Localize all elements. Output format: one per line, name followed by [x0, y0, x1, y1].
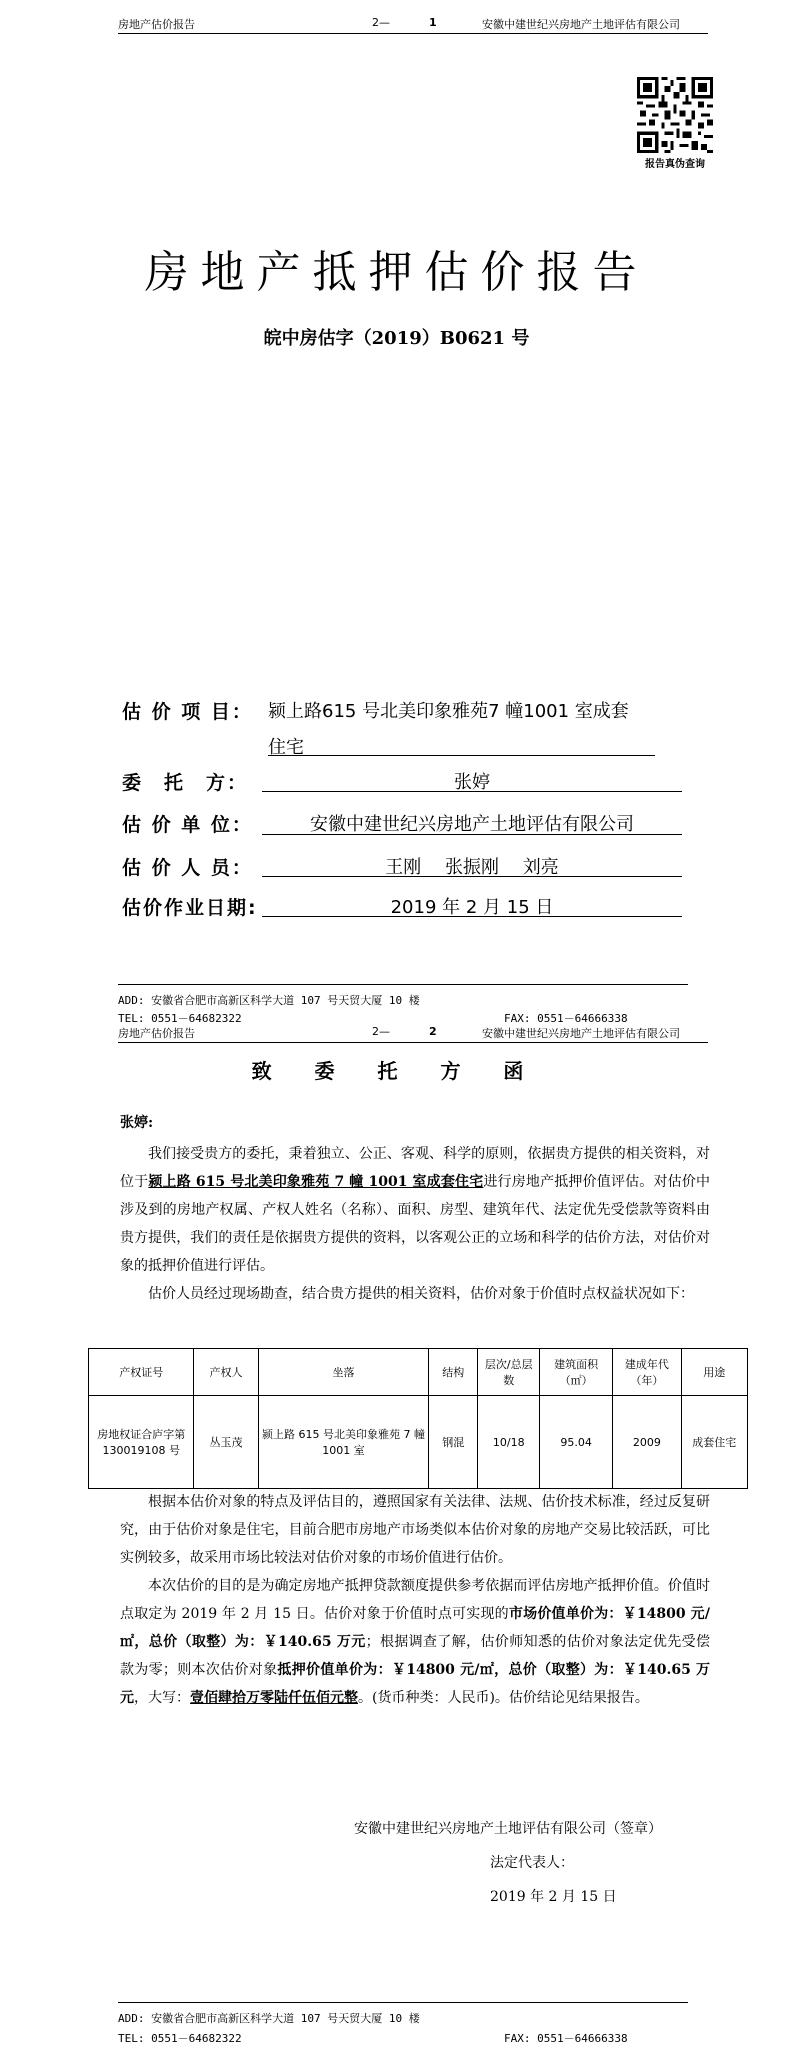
para4-text-c: ；根据调查了解，估价师知悉的估价对象法定优先受偿款为零；则本次估价对象: [120, 1634, 710, 1678]
staff-underline: [262, 876, 682, 877]
table-cell: 2009: [613, 1396, 682, 1489]
letter-paragraph-2: 估价人员经过现场勘查，结合贵方提供的相关资料，估价对象于价值时点权益状况如下：: [148, 1286, 694, 1302]
unit-label: 估 价 单 位：: [122, 814, 253, 836]
para4-market-value: 市场价值单价为：￥14800 元/㎡，总价（取整）为：￥140.65 万元: [120, 1606, 710, 1650]
signature-company: 安徽中建世纪兴房地产土地评估有限公司（签章）: [354, 1821, 662, 1837]
client-value: 张婷: [454, 772, 490, 793]
page2-header-page-no: 2: [429, 1025, 437, 1038]
date-underline: [262, 916, 682, 917]
page1-footer-tel: TEL: 0551－64682322: [118, 1012, 242, 1025]
para1-text-a: 我们接受贵方的委托，秉着独立、公正、客观、科学的原则，依据贵方提供的相关资料，对位于: [120, 1146, 710, 1190]
qr-caption: 报告真伪查询: [645, 159, 705, 170]
page2-header-right: 安徽中建世纪兴房地产土地评估有限公司: [482, 1027, 680, 1040]
letter-paragraph-1: [120, 1140, 710, 1280]
table-cell: 钢混: [429, 1396, 478, 1489]
table-cell: 95.04: [540, 1396, 613, 1489]
project-value-line2: 住宅: [268, 737, 304, 758]
client-underline: [262, 791, 682, 792]
table-cell: 房地权证合庐字第130019108 号: [89, 1396, 194, 1489]
table-header-cell: 产权证号: [89, 1349, 194, 1396]
unit-underline: [262, 834, 682, 835]
table-cell: 颍上路 615 号北美印象雅苑 7 幢 1001 室: [258, 1396, 429, 1489]
staff-value: 王刚 张振刚 刘亮: [385, 857, 559, 878]
table-header-cell: 建成年代（年）: [613, 1349, 682, 1396]
table-cell: 10/18: [478, 1396, 540, 1489]
page1-header-right: 安徽中建世纪兴房地产土地评估有限公司: [482, 18, 680, 31]
table-header-cell: 坐落: [258, 1349, 429, 1396]
table-header-cell: 结构: [429, 1349, 478, 1396]
letter-title: 致 委 托 方 函: [251, 1059, 542, 1083]
property-table: [88, 1348, 748, 1489]
para1-text-c: 进行房地产抵押价值评估。对估价中涉及到的房地产权属、产权人姓名（名称）、面积、房型、建筑年代、法定优先受偿款等资料由贵方提供，我们的责任是依据贵方提供的资料，以客观公正的立场和科学的估价方法，对估价对象的抵押价值进行评估。: [120, 1174, 710, 1274]
report-title: 房地产抵押估价报告: [144, 247, 649, 298]
table-cell: 成套住宅: [681, 1396, 747, 1489]
page1-footer-address: ADD: 安徽省合肥市高新区科学大道 107 号天贸大厦 10 楼: [118, 994, 420, 1007]
page1-header-page-no: 1: [429, 16, 437, 29]
table-header-cell: 用途: [681, 1349, 747, 1396]
page2-header-left: 房地产估价报告: [118, 1027, 195, 1040]
page1-footer-rule: [118, 984, 688, 985]
project-underline: [268, 755, 655, 756]
page1-header-left: 房地产估价报告: [118, 18, 195, 31]
table-row: [89, 1396, 748, 1489]
para4-text-a: 本次估价的目的是为确定房地产抵押贷款额度提供参考依据而评估房地产抵押价值。价值时点取定为 2019 年 2 月 15 日。估价对象于价值时点可实现的: [120, 1578, 710, 1622]
page2-footer-fax: FAX: 0551－64666338: [504, 2032, 628, 2045]
unit-value: 安徽中建世纪兴房地产土地评估有限公司: [310, 814, 634, 835]
date-label: 估价作业日期:: [122, 897, 258, 919]
table-header-cell: 层次/总层数: [478, 1349, 540, 1396]
signature-date: 2019 年 2 月 15 日: [490, 1889, 617, 1905]
client-label: 委 托 方：: [122, 772, 249, 794]
page2-header-total: 2—: [372, 1025, 390, 1038]
table-cell: 丛玉茂: [194, 1396, 258, 1489]
page2-footer-address: ADD: 安徽省合肥市高新区科学大道 107 号天贸大厦 10 楼: [118, 2012, 420, 2025]
project-value-line1: 颍上路615 号北美印象雅苑7 幢1001 室成套: [268, 701, 629, 722]
para4-text-g: 。(货币种类：人民币)。估价结论见结果报告。: [358, 1690, 649, 1706]
page2-header-rule: [118, 1042, 708, 1043]
qr-code-icon: [637, 77, 713, 153]
page1-header-total: 2—: [372, 16, 390, 29]
page1-footer-fax: FAX: 0551－64666338: [504, 1012, 628, 1025]
staff-label: 估 价 人 员：: [122, 857, 253, 879]
signature-representative: 法定代表人：: [490, 1855, 574, 1871]
para1-property-address: 颍上路 615 号北美印象雅苑 7 幢 1001 室成套住宅: [148, 1174, 484, 1190]
table-header-cell: 产权人: [194, 1349, 258, 1396]
para4-text-e: ，大写：: [134, 1690, 190, 1706]
page2-footer-rule: [118, 2002, 688, 2003]
table-header-cell: 建筑面积（㎡）: [540, 1349, 613, 1396]
page2-footer-tel: TEL: 0551－64682322: [118, 2032, 242, 2045]
letter-paragraph-4: [120, 1572, 710, 1712]
letter-salutation: 张婷:: [120, 1115, 154, 1131]
page1-header-rule: [118, 33, 708, 34]
letter-paragraph-3: 根据本估价对象的特点及评估目的，遵照国家有关法律、法规、估价技术标准，经过反复研究，由于估价对象是住宅，目前合肥市房地产市场类似本估价对象的房地产交易比较活跃，可比实例较多，故采用市场比较法对估价对象的市场价值进行估价。: [120, 1494, 710, 1566]
report-doc-number: 皖中房估字（2019）B0621 号: [263, 328, 530, 349]
para4-amount-in-words: 壹佰肆拾万零陆仟伍佰元整: [190, 1690, 358, 1706]
para4-mortgage-value: 抵押价值单价为：￥14800 元/㎡，总价（取整）为：￥140.65 万元: [120, 1662, 711, 1706]
table-header-row: [89, 1349, 748, 1396]
date-value: 2019 年 2 月 15 日: [390, 897, 554, 918]
project-label: 估 价 项 目：: [122, 701, 253, 723]
